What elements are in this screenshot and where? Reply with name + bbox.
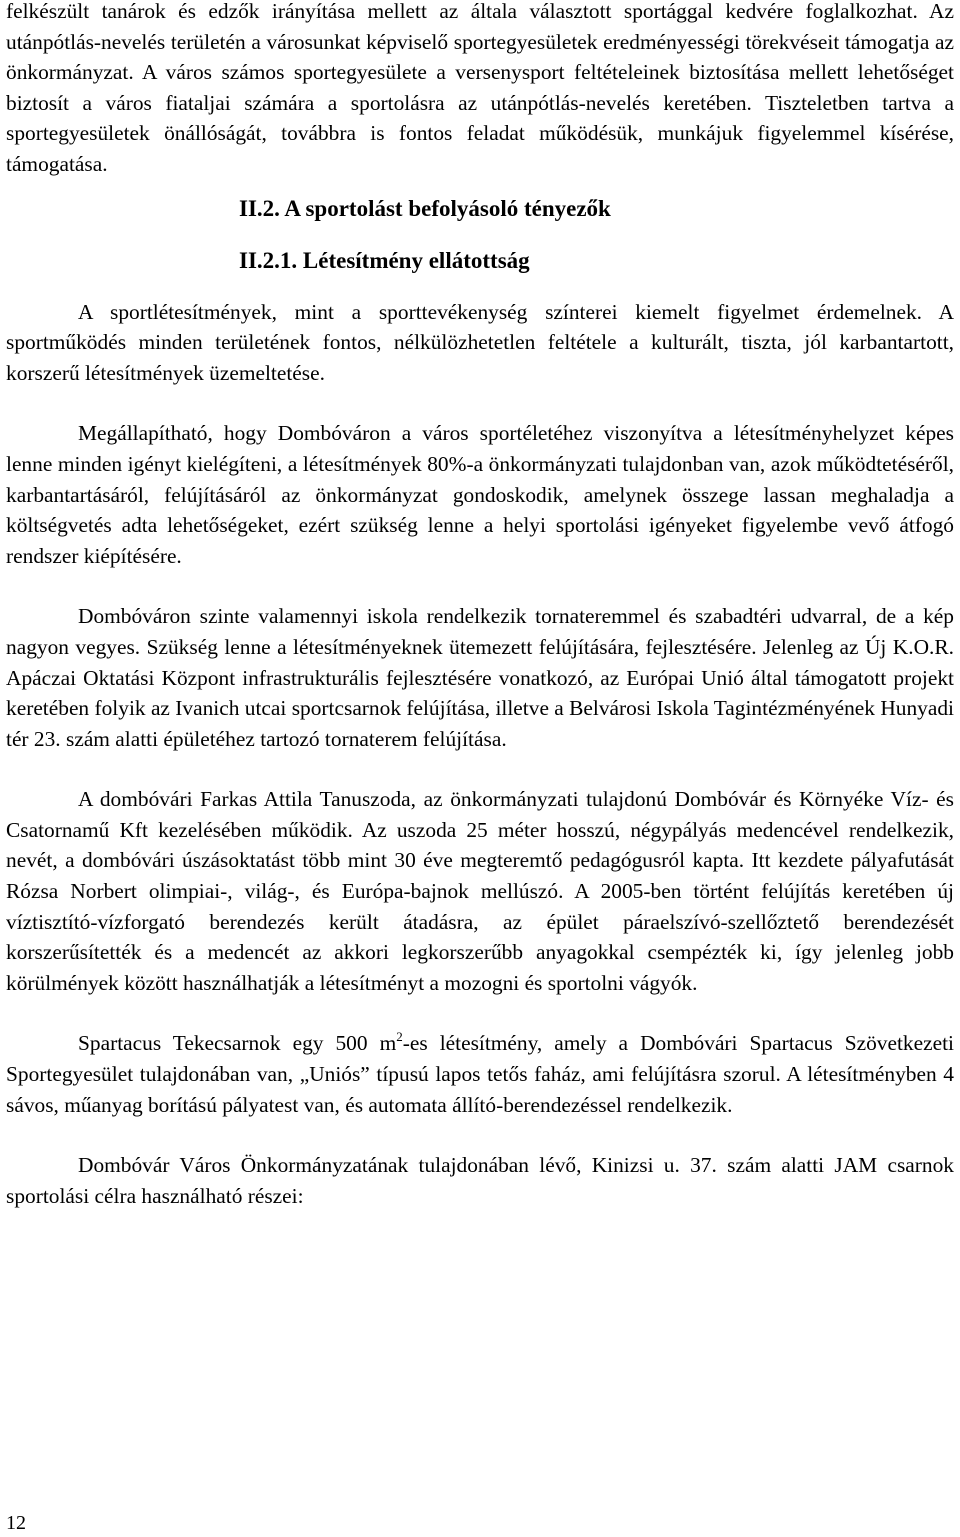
bowling-text-rest: -es létesítmény, amely a Dombóvári Spartacus Szövetkezeti Sportegyesület tulajdonában van, „Uniós” típusú lapos tetős faház, ami felújításra szorul. A létesítményben 4 sávos, műanyag borítású pályatest van, és automata állító-berendezéssel rendelkezik.: [6, 1031, 954, 1117]
paragraph-facility-situation: Megállapítható, hogy Dombóváron a város sportéletéhez viszonyítva a létesítményhelyzet képes lenne minden igényt kielégíteni, a létesítmények 80%-a önkormányzati tulajdonban van, azok működtetéséről, karbantartásáról, felújításáról az önkormányzat gondoskodik, amelynek összege lassan meghaladja a költségvetés adta lehetőségeket, ezért szükség lenne a helyi sportolási igényeket figyelembe vevő átfogó rendszer kiépítésére.: [6, 421, 954, 568]
document-page: [6, 0, 954, 1211]
paragraph-jam-hall: Dombóvár Város Önkormányzatának tulajdonában lévő, Kinizsi u. 37. szám alatti JAM csarnok sportolási célra használható részei:: [6, 1153, 954, 1208]
page-number: 12: [6, 1512, 26, 1534]
subsection-heading: II.2.1. Létesítmény ellátottság: [239, 247, 530, 273]
paragraph-continued: felkészült tanárok és edzők irányítása mellett az általa választott sportággal kedvére foglalkozhat. Az utánpótlás-nevelés területén a városunkat képviselő sportegyesületek eredményességi törekvéseit támogatja az önkormányzat. A város számos sportegyesülete a versenysport feltételeinek biztosítása mellett lehetőséget biztosít a város fiataljai számára a sportolásra az utánpótlás-nevelés keretében. Tiszteletben tartva a sportegyesületek önállóságát, továbbra is fontos feladat működésük, munkájuk figyelemmel kísérése, támogatása.: [6, 0, 954, 176]
paragraph-facilities-intro: A sportlétesítmények, mint a sporttevékenység színterei kiemelt figyelmet érdemelnek. A sportműködés minden területének fontos, nélkülözhetetlen feltétele a kulturált, tiszta, jól karbantartott, korszerű létesítmények üzemeltetése.: [6, 299, 954, 385]
section-heading: II.2. A sportolást befolyásoló tényezők: [239, 195, 611, 221]
paragraph-schools: Dombóváron szinte valamennyi iskola rendelkezik tornateremmel és szabadtéri udvarral, de a kép nagyon vegyes. Szükség lenne a létesítményeknek ütemezett felújítására, fejlesztésére. Jelenleg az Új K.O.R. Apáczai Oktatási Központ infrastrukturális fejlesztésére vonatkozó, az Európai Unió által támogatott projekt keretében folyik az Ivanich utcai sportcsarnok felújítása, illetve a Belvárosi Iskola Tagintézményének Hunyadi tér 23. szám alatti épületéhez tartozó tornaterem felújítása.: [6, 604, 954, 751]
bowling-text-start: Spartacus Tekecsarnok egy 500 m: [78, 1031, 397, 1056]
paragraph-bowling-hall: [6, 1028, 954, 1120]
superscript-squared: 2: [396, 1029, 403, 1045]
paragraph-swimming-pool: A dombóvári Farkas Attila Tanuszoda, az önkormányzati tulajdonú Dombóvár és Környéke Víz- és Csatornamű Kft kezelésében működik. Az uszoda 25 méter hosszú, négypályás medencével rendelkezik, nevét, a dombóvári úszásoktatást több mint 30 éve megteremtő pedagógusról kapta. Itt kezdete pályafutását Rózsa Norbert olimpiai-, világ-, és Európa-bajnok mellúszó. A 2005-ben történt felújítás keretében új víztisztító-vízforgató berendezés került átadásra, az épület páraelszívó-szellőztető berendezését korszerűsítették és a medencét az akkori legkorszerűbb anyagokkal csempézték ki, így jelenleg jobb körülmények között használhatják a létesítményt a mozogni és sportolni vágyók.: [6, 787, 954, 995]
